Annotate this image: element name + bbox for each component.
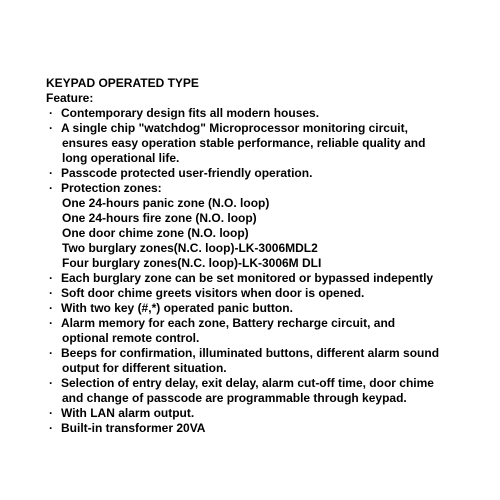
feature-text-line: Each burglary zone can be set monitored or bypassed indepently [61, 271, 434, 285]
feature-text-line: Built-in transformer 20VA [61, 421, 206, 435]
feature-text-line: Beeps for confirmation, illuminated buttons, different alarm sound [61, 346, 440, 360]
protection-zone-item: Two burglary zones(N.C. loop)-LK-3006MDL2 [62, 241, 318, 255]
bullet-icon: · [49, 271, 53, 285]
feature-text-line: Soft door chime greets visitors when door is opened. [61, 286, 365, 300]
feature-item [46, 316, 492, 346]
feature-item [46, 106, 492, 121]
feature-text-line: A single chip "watchdog" Microprocessor monitoring circuit, [61, 121, 408, 135]
feature-text-line: With LAN alarm output. [61, 406, 195, 420]
feature-item [46, 301, 492, 316]
protection-zone-item: Four burglary zones(N.C. loop)-LK-3006M DLI [62, 256, 322, 270]
bullet-icon: · [49, 376, 53, 390]
bullet-icon: · [49, 121, 53, 135]
bullet-icon: · [49, 301, 53, 315]
feature-item [46, 286, 492, 301]
bullet-icon: · [49, 406, 53, 420]
feature-item [46, 121, 492, 166]
feature-item [46, 421, 492, 436]
bullet-icon: · [49, 286, 53, 300]
feature-item [46, 376, 492, 406]
protection-zone-item: One 24-hours fire zone (N.O. loop) [62, 211, 257, 225]
feature-text-line: output for different situation. [62, 361, 227, 375]
feature-text-line: optional remote control. [62, 331, 200, 345]
feature-text-line: long operational life. [62, 151, 180, 165]
feature-item [46, 271, 492, 286]
protection-zone-item: One door chime zone (N.O. loop) [62, 226, 249, 240]
feature-text-line: Passcode protected user-friendly operation. [61, 166, 313, 180]
bullet-icon: · [49, 346, 53, 360]
feature-text-line: Protection zones: [61, 181, 162, 195]
bullet-icon: · [49, 316, 53, 330]
bullet-icon: · [49, 166, 53, 180]
feature-item [46, 346, 492, 376]
feature-text-line: Alarm memory for each zone, Battery recharge circuit, and [61, 316, 396, 330]
feature-text-line: Selection of entry delay, exit delay, alarm cut-off time, door chime [61, 376, 434, 390]
protection-zone-item: One 24-hours panic zone (N.O. loop) [62, 196, 270, 210]
feature-label: Feature: [46, 91, 94, 105]
feature-item [46, 181, 492, 271]
document-title: KEYPAD OPERATED TYPE [46, 76, 199, 90]
feature-text-line: and change of passcode are programmable through keypad. [62, 391, 407, 405]
bullet-icon: · [49, 106, 53, 120]
bullet-icon: · [49, 421, 53, 435]
feature-list [46, 106, 492, 436]
feature-text-line: Contemporary design fits all modern houses. [61, 106, 320, 120]
feature-text-line: With two key (#,*) operated panic button. [61, 301, 293, 315]
feature-item [46, 406, 492, 421]
feature-text-line: ensures easy operation stable performance, reliable quality and [62, 136, 426, 150]
feature-item [46, 166, 492, 181]
bullet-icon: · [49, 181, 53, 195]
feature-document [46, 76, 492, 436]
